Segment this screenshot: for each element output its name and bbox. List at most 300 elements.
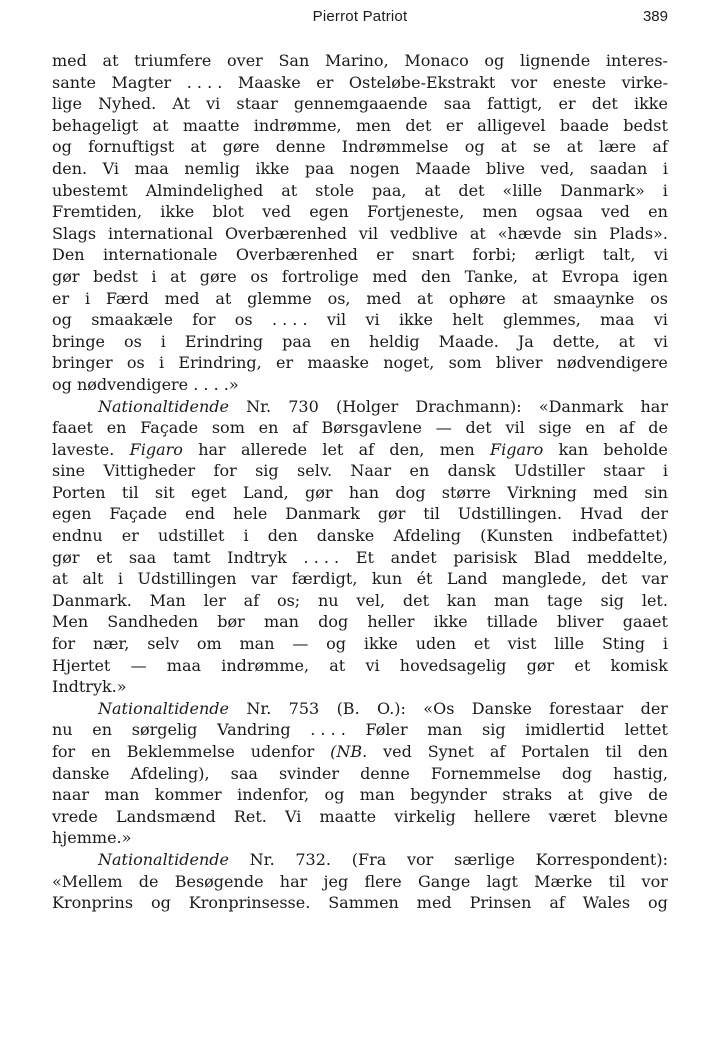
word: danske (52, 763, 110, 783)
word: at (329, 655, 346, 675)
word: kan (446, 590, 477, 610)
word: bliver (556, 612, 604, 632)
word: vel, (356, 590, 386, 610)
word: Porten (52, 482, 106, 502)
word: færdigt, (291, 569, 358, 589)
word: Magter (111, 72, 172, 92)
word: bliver (495, 353, 543, 373)
text-line (52, 482, 668, 504)
word: se (532, 137, 551, 157)
word: er (558, 94, 576, 114)
word: helt (452, 310, 484, 330)
text-line (52, 525, 668, 547)
word: Sammen (328, 893, 399, 913)
word: ler (203, 590, 226, 610)
word: i (662, 158, 668, 178)
word: Indtryk (227, 547, 287, 567)
word: — (435, 418, 452, 438)
word: behageligt (52, 115, 139, 135)
word: større (441, 482, 491, 502)
word: i (662, 180, 668, 200)
word: bringe (52, 331, 106, 351)
word: den (267, 526, 298, 546)
word: bedst (623, 115, 668, 135)
text-line (52, 763, 668, 785)
word: glemme (247, 288, 312, 308)
word: paa, (372, 180, 407, 200)
word: danske (316, 526, 375, 546)
word: Hvad (579, 504, 623, 524)
word: at (469, 223, 486, 243)
word: nødvendigere (76, 374, 189, 394)
word: hjemme.» (52, 828, 132, 848)
word: sin (644, 482, 668, 502)
word: og (52, 310, 72, 330)
word: med (593, 482, 629, 502)
word: det (402, 590, 430, 610)
word: vi (365, 310, 380, 330)
word: noget, (383, 353, 435, 373)
word: kan (558, 439, 589, 459)
word: i (160, 331, 166, 351)
word: at (215, 288, 232, 308)
word: Men (52, 612, 89, 632)
word: os; (276, 590, 301, 610)
word: men (439, 439, 475, 459)
word: gaaet (622, 612, 668, 632)
word: han (348, 482, 380, 502)
word: i (662, 634, 668, 654)
text-line (52, 719, 668, 741)
word: Naar (350, 461, 392, 481)
word: særlige (454, 849, 515, 869)
word: vi (653, 310, 668, 330)
word: Overbærenhed (224, 223, 347, 243)
word: hele (232, 504, 268, 524)
word: er (121, 526, 139, 546)
word: at (500, 137, 517, 157)
word: ikke (363, 634, 398, 654)
word: andet (390, 547, 437, 567)
word: Børsgavlene (321, 418, 422, 438)
word: smaaynke (553, 288, 635, 308)
word: tage (546, 590, 583, 610)
word: af (292, 418, 308, 438)
word: vil (358, 223, 379, 243)
word: Man (149, 590, 186, 610)
word: var (641, 569, 668, 589)
word: Kronprinsesse. (188, 893, 311, 913)
word: Maade (415, 158, 471, 178)
word: vi (653, 245, 668, 265)
text-line (52, 460, 668, 482)
word: Nationaltidende (98, 698, 229, 718)
word: heldig (369, 331, 420, 351)
text-line (52, 136, 668, 158)
word: sig (255, 461, 279, 481)
word: det (458, 180, 485, 200)
word: for (52, 634, 76, 654)
word: alt (82, 569, 104, 589)
word: naar (52, 785, 90, 805)
running-title: Pierrot Patriot (312, 8, 408, 25)
word: Beklemmelse (126, 742, 235, 761)
word: og (324, 785, 345, 805)
word: nu (317, 590, 339, 610)
word: kun (371, 569, 403, 589)
text-line (52, 806, 668, 828)
word: vor (641, 871, 668, 891)
word: og (326, 634, 347, 654)
word: heller (367, 612, 415, 632)
word: 732. (295, 849, 331, 869)
word: Nr. (246, 396, 272, 416)
word: lignende (519, 51, 591, 70)
word: vedblive (390, 223, 458, 243)
text-line (52, 547, 668, 569)
word: har (279, 871, 308, 891)
word: om (196, 634, 222, 654)
text-line (52, 288, 668, 310)
text-line (52, 374, 668, 396)
word: man (239, 634, 275, 654)
word: ikke (633, 94, 668, 114)
word: vi (206, 94, 221, 114)
word: allerede (240, 439, 308, 459)
word: en (585, 418, 606, 438)
word: komisk (610, 655, 668, 675)
word: har (640, 396, 668, 416)
word: Udstiller (513, 461, 585, 481)
word: sørgelig (131, 720, 198, 740)
word: og (484, 51, 505, 70)
word: Nr. (249, 849, 275, 869)
word: ophøre (448, 288, 506, 308)
word: Overbærenhed (235, 245, 358, 265)
word: Marino, (324, 51, 389, 70)
word: man (427, 720, 463, 740)
word: at (152, 115, 169, 135)
word: for (192, 310, 216, 330)
word: den. (52, 158, 88, 178)
word: bringer (52, 353, 113, 373)
word: Føler (365, 720, 408, 740)
word: Sting (601, 634, 646, 654)
word: O.): (377, 698, 406, 718)
word: maa (600, 310, 635, 330)
word: dansk (447, 461, 496, 481)
word: til (608, 871, 626, 891)
word: Indrømmelse (341, 137, 449, 157)
word: Nationaltidende (98, 849, 229, 869)
word: gør (377, 504, 406, 524)
word: Nyhed. (98, 94, 157, 114)
text-line (52, 266, 668, 288)
word: et (96, 547, 113, 567)
word: vist (507, 634, 537, 654)
word: af (358, 439, 375, 459)
word: uden (415, 634, 457, 654)
word: vi (365, 655, 380, 675)
word: Fortjeneste, (366, 202, 465, 222)
word: dog (561, 763, 592, 783)
word: at (531, 266, 548, 286)
word: Portalen (521, 742, 590, 761)
page-number: 389 (642, 8, 668, 25)
word: — (292, 634, 309, 654)
word: tillade (486, 612, 538, 632)
text-line (52, 158, 668, 180)
word: udstillet (157, 526, 225, 546)
word: . . . . (303, 547, 340, 567)
word: nødvendigere (556, 353, 668, 373)
word: med (52, 51, 87, 70)
word: sige (538, 418, 572, 438)
word: (Holger (335, 396, 399, 416)
text-line (52, 676, 668, 698)
word: (Fra (351, 849, 387, 869)
text-line (52, 93, 668, 115)
word: Maade. (438, 331, 499, 351)
word: i (243, 526, 249, 546)
text-line (52, 633, 668, 655)
word: vrede (52, 806, 98, 826)
word: at (567, 785, 584, 805)
word: (B. (336, 698, 360, 718)
word: igen (632, 266, 668, 286)
word: Figaro (129, 439, 183, 459)
word: og (464, 137, 485, 157)
word: er (275, 353, 294, 373)
word: det (465, 418, 492, 438)
text-line (52, 396, 668, 418)
text-line (52, 871, 668, 893)
word: er (52, 288, 70, 308)
word: en (92, 720, 113, 740)
word: til (121, 482, 139, 502)
word: «Os (423, 698, 455, 718)
word: Vandring (217, 720, 291, 740)
word: Evropa (561, 266, 620, 286)
word: triumfere (134, 51, 212, 70)
word: Kronprins (52, 893, 134, 913)
word: at (102, 51, 119, 70)
word: maaske (307, 353, 369, 373)
word: Osteløbe-Ekstrakt (348, 72, 496, 92)
word: vi (653, 331, 668, 351)
word: at (281, 180, 298, 200)
body-text (52, 50, 668, 914)
word: . . . . (271, 310, 308, 330)
word: fattigt, (487, 94, 543, 114)
word: saa (230, 763, 258, 783)
word: og (150, 893, 171, 913)
word: (Kunsten (480, 526, 554, 546)
word: bedst (93, 266, 138, 286)
word: Hjertet (52, 655, 111, 675)
word: at (566, 137, 583, 157)
word: at (170, 266, 187, 286)
word: at (424, 180, 441, 200)
word: ved (383, 742, 412, 761)
word: med (372, 266, 408, 286)
word: Virkning (507, 482, 577, 502)
word: de (648, 785, 668, 805)
word: Danmark (285, 504, 360, 524)
word: et (574, 655, 591, 675)
word: os (126, 353, 145, 373)
word: Vi (102, 158, 120, 178)
word: sit (154, 482, 175, 502)
word: ikke (398, 310, 433, 330)
word: der (640, 698, 668, 718)
word: paa (304, 158, 335, 178)
word: ved, (540, 158, 575, 178)
word: os, (327, 288, 351, 308)
word: os (234, 310, 253, 330)
word: Fremtiden, (52, 202, 143, 222)
word: og (648, 893, 668, 913)
word: Besøgende (174, 871, 264, 891)
word: gør (305, 482, 333, 502)
word: Danmark. (52, 590, 132, 610)
word: man (104, 785, 140, 805)
word: Afdeling), (130, 763, 210, 783)
word: fortrolige (281, 266, 359, 286)
word: men (482, 202, 518, 222)
word: nu (52, 720, 73, 740)
word: indrømme, (253, 115, 342, 135)
word: Tanke, (464, 266, 519, 286)
word: «hævde (497, 223, 562, 243)
word: ikke (433, 612, 468, 632)
word: give (598, 785, 633, 805)
word: en (409, 461, 430, 481)
word: beholde (603, 439, 668, 459)
word: det (601, 569, 628, 589)
word: indbefattet) (572, 526, 668, 546)
word: forestaar (549, 698, 624, 718)
word: hastig, (613, 763, 668, 783)
word: Nr. (246, 698, 272, 718)
word: ét (416, 569, 433, 589)
word: en (258, 418, 279, 438)
word: med (366, 288, 402, 308)
word: vor (406, 849, 434, 869)
word: Udstillingen. (457, 504, 563, 524)
word: at (417, 288, 433, 308)
word: sine (52, 461, 86, 481)
word: alligevel (477, 115, 546, 135)
word: lille (554, 634, 585, 654)
word: ærligt (534, 245, 585, 265)
word: dog (318, 612, 349, 632)
word: man (359, 785, 395, 805)
word: indrømme, (221, 655, 310, 675)
word: en (330, 331, 351, 351)
word: Erindring (184, 331, 264, 351)
word: Slags (52, 223, 97, 243)
text-line (52, 611, 668, 633)
word: eget (190, 482, 227, 502)
text-line (52, 698, 668, 720)
word: maa (166, 655, 202, 675)
word: der (640, 504, 668, 524)
word: til (423, 504, 440, 524)
word: med (164, 288, 200, 308)
word: — (130, 655, 147, 675)
text-line (52, 223, 668, 245)
word: en (91, 742, 111, 761)
word: det (591, 94, 618, 114)
word: (NB. (330, 742, 368, 761)
text-line (52, 568, 668, 590)
word: i (84, 288, 91, 308)
text-line (52, 72, 668, 94)
word: meddelte, (587, 547, 668, 567)
word: 730 (288, 396, 319, 416)
word: blevne (614, 806, 668, 826)
word: Sandheden (107, 612, 199, 632)
word: Afdeling (393, 526, 462, 546)
word: Danmark» (560, 180, 645, 200)
word: i (117, 569, 124, 589)
word: Figaro (490, 439, 544, 459)
word: parisisk (453, 547, 518, 567)
word: en (106, 418, 127, 438)
word: vil (326, 310, 347, 330)
word: At (172, 94, 191, 114)
word: Mærke (534, 871, 593, 891)
word: lige (52, 94, 82, 114)
word: Færd (105, 288, 149, 308)
word: Nationaltidende (98, 396, 229, 416)
word: interes- (605, 51, 668, 70)
word: «lille (502, 180, 543, 200)
word: saa (128, 547, 157, 567)
word: glemmes, (502, 310, 581, 330)
word: . . . . (186, 72, 223, 92)
word: 753 (288, 698, 320, 718)
word: en (648, 202, 668, 222)
text-line (52, 352, 668, 374)
word: Plads». (609, 223, 668, 243)
word: at (52, 569, 68, 589)
text-line (52, 201, 668, 223)
text-line (52, 244, 668, 266)
word: paa (282, 331, 312, 351)
word: straks (502, 785, 553, 805)
word: os (250, 266, 269, 286)
word: er (445, 115, 463, 135)
word: Korrespondent): (535, 849, 668, 869)
word: begynder (410, 785, 487, 805)
word: saadan (589, 158, 648, 178)
word: Land (446, 569, 488, 589)
word: lære (598, 137, 637, 157)
word: baade (559, 115, 609, 135)
word: Ret. (233, 806, 267, 826)
word: gøre (222, 137, 260, 157)
word: kommer (154, 785, 222, 805)
word: ubestemt (52, 180, 128, 200)
word: blive (485, 158, 525, 178)
word: saa (443, 94, 472, 114)
word: egen (52, 504, 92, 524)
word: ikke (160, 202, 195, 222)
word: «Mellem (52, 871, 123, 891)
word: Ja (517, 331, 534, 351)
